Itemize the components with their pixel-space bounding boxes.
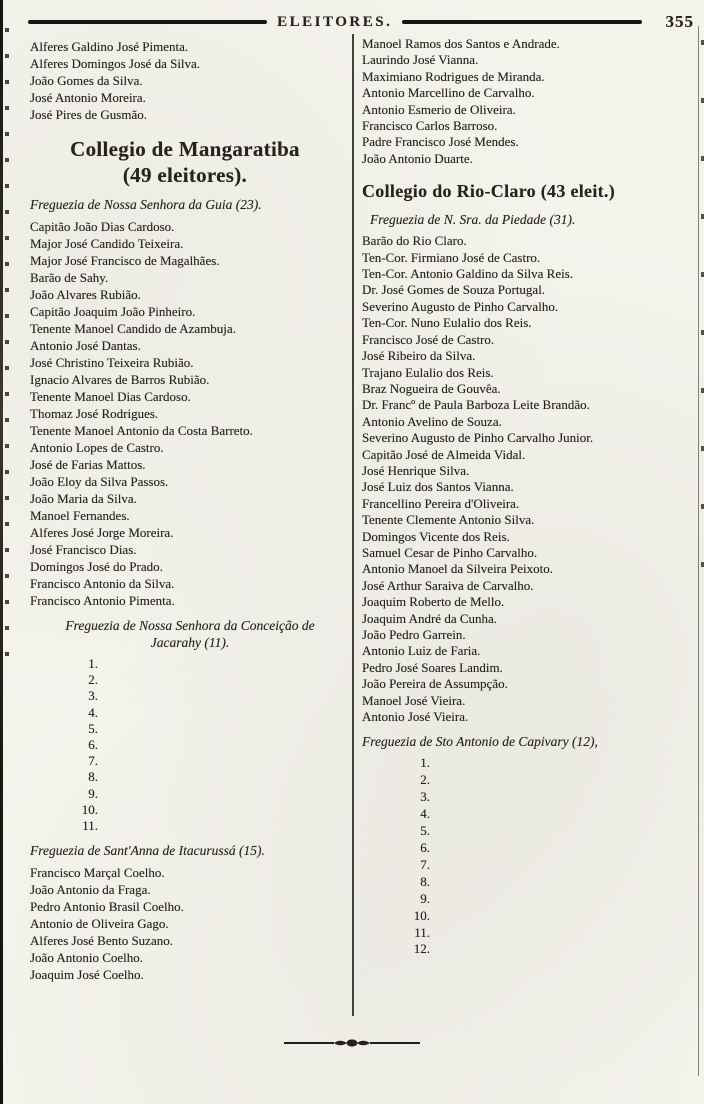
elector-name: Manoel José Vieira. <box>362 692 466 708</box>
elector-name: João Antonio Duarte. <box>362 150 473 166</box>
elector-name: Ten-Cor. Nuno Eulalio dos Reis. <box>362 315 532 331</box>
left-edge-tick-marks <box>5 28 9 668</box>
freguezia-title-guia: Freguezia de Nossa Senhora da Guia (23). <box>30 197 262 212</box>
right-column <box>362 36 696 958</box>
elector-number: 9. <box>88 785 98 801</box>
elector-name: Antonio Esmerio de Oliveira. <box>362 101 516 117</box>
elector-number: 10. <box>81 801 98 817</box>
jacarahy-number-list <box>42 656 350 834</box>
elector-name: Capitão João Dias Cardoso. <box>30 219 175 234</box>
elector-name: Ten-Cor. Firmiano José de Castro. <box>362 249 541 265</box>
elector-name: Severino Augusto de Pinho Carvalho. <box>362 298 559 314</box>
elector-name: Antonio José Dantas. <box>30 338 141 353</box>
elector-name: José Arthur Saraiva de Carvalho. <box>362 577 534 593</box>
elector-name: José Ribeiro da Silva. <box>362 348 476 364</box>
elector-name: Francisco José de Castro. <box>362 331 495 347</box>
elector-name: José Luiz dos Santos Vianna. <box>362 479 514 495</box>
freguezia-title-piedade: Freguezia de N. Sra. da Piedade (31). <box>370 212 576 228</box>
elector-name: Francisco Marçal Coelho. <box>30 865 165 881</box>
elector-number: 4. <box>420 806 430 822</box>
elector-name: Capitão Joaquim João Pinheiro. <box>30 304 196 319</box>
elector-name: Antonio de Oliveira Gago. <box>30 916 169 932</box>
left-binding-edge <box>0 0 3 1104</box>
elector-number: 8. <box>88 769 98 785</box>
freguezia-title-itacurussa: Freguezia de Sant'Anna de Itacurussá (15). <box>30 843 265 859</box>
right-edge-line <box>698 26 699 1076</box>
left-intro-name-list <box>30 38 350 123</box>
elector-name: Major José Francisco de Magalhães. <box>30 253 220 268</box>
elector-name: Manoel Ramos dos Santos e Andrade. <box>362 36 560 51</box>
elector-name: Ten-Cor. Antonio Galdino da Silva Reis. <box>362 266 574 282</box>
column-divider-rule <box>352 34 354 1016</box>
freguezia-title-jacarahy: Freguezia de Nossa Senhora da Conceição de Jacarahy (11). <box>65 618 315 650</box>
college-heading-rio-claro: Collegio do Rio-Claro (43 eleit.) <box>362 181 616 202</box>
elector-name: José Pires de Gusmão. <box>30 107 147 122</box>
elector-name: Pedro José Soares Landim. <box>362 659 503 675</box>
elector-name: Domingos José do Prado. <box>30 559 163 574</box>
elector-name: Severino Augusto de Pinho Carvalho Junior. <box>362 430 594 446</box>
elector-number: 5. <box>88 720 98 736</box>
elector-name: Tenente Clemente Antonio Silva. <box>362 512 535 528</box>
elector-number: 6. <box>88 737 98 753</box>
elector-number: 2. <box>88 672 98 688</box>
elector-name: João Gomes da Silva. <box>30 73 143 88</box>
right-intro-name-list <box>362 36 696 167</box>
header-rule-left <box>28 20 267 24</box>
elector-name: Antonio Lopes de Castro. <box>30 440 164 455</box>
header-rule-right <box>402 20 641 24</box>
elector-name: Joaquim Roberto de Mello. <box>362 594 505 610</box>
elector-name: João Antonio da Fraga. <box>30 882 151 898</box>
elector-name: Alferes José Bento Suzano. <box>30 933 173 949</box>
piedade-elector-list <box>362 233 696 725</box>
elector-name: Alferes Galdino José Pimenta. <box>30 39 189 54</box>
elector-number: 7. <box>88 753 98 769</box>
elector-name: Dr. Francº de Paula Barboza Leite Brandão. <box>362 397 590 413</box>
elector-number: 7. <box>420 856 430 872</box>
itacurussa-elector-list <box>30 864 350 983</box>
elector-name: Barão do Rio Claro. <box>362 233 467 249</box>
elector-name: Joaquim André da Cunha. <box>362 610 498 626</box>
elector-name: João Antonio Coelho. <box>30 950 144 966</box>
elector-name: Antonio Marcellino de Carvalho. <box>362 85 535 101</box>
elector-name: Domingos Vicente dos Reis. <box>362 528 510 544</box>
elector-name: Antonio Luiz de Faria. <box>362 643 481 659</box>
elector-number: 1. <box>420 755 430 771</box>
elector-number: 8. <box>420 873 430 889</box>
capivary-number-list <box>374 755 696 958</box>
elector-name: Joaquim José Coelho. <box>30 967 144 983</box>
divider-flourish-icon <box>282 1037 422 1049</box>
elector-name: Francisco Antonio Pimenta. <box>30 593 175 608</box>
elector-name: Major José Candido Teixeira. <box>30 236 184 251</box>
elector-name: João Pereira de Assumpção. <box>362 676 508 692</box>
elector-name: Samuel Cesar de Pinho Carvalho. <box>362 544 538 560</box>
elector-name: Francisco Antonio da Silva. <box>30 576 175 591</box>
elector-name: João Maria da Silva. <box>30 491 137 506</box>
elector-number: 9. <box>420 890 430 906</box>
running-head <box>18 12 694 32</box>
elector-name: João Pedro Garrein. <box>362 627 466 642</box>
elector-name: José Henrique Silva. <box>362 462 470 478</box>
elector-number: 3. <box>420 789 430 805</box>
elector-name: Maximiano Rodrigues de Miranda. <box>362 68 545 84</box>
elector-name: José Francisco Dias. <box>30 542 137 557</box>
elector-number: 1. <box>88 656 98 671</box>
elector-name: Antonio Manoel da Silveira Peixoto. <box>362 561 554 577</box>
elector-name: Barão de Sahy. <box>30 270 109 285</box>
elector-name: Alferes Domingos José da Silva. <box>30 56 201 71</box>
elector-number: 5. <box>420 823 430 839</box>
elector-number: 2. <box>420 772 430 788</box>
elector-name: Dr. José Gomes de Souza Portugal. <box>362 282 546 298</box>
elector-name: José Antonio Moreira. <box>30 90 146 105</box>
elector-name: João Alvares Rubião. <box>30 287 141 302</box>
elector-name: Manoel Fernandes. <box>30 508 130 523</box>
elector-name: Ignacio Alvares de Barros Rubião. <box>30 372 210 387</box>
elector-name: Antonio Avelino de Souza. <box>362 413 502 429</box>
elector-number: 3. <box>88 688 98 704</box>
elector-name: José de Farias Mattos. <box>30 457 146 472</box>
elector-name: Pedro Antonio Brasil Coelho. <box>30 899 184 915</box>
elector-number: 6. <box>420 839 430 855</box>
guia-elector-list <box>30 218 350 609</box>
end-ornament <box>282 1036 422 1054</box>
page-number: 355 <box>665 12 694 31</box>
elector-number: 10. <box>413 907 430 923</box>
elector-name: Padre Francisco José Mendes. <box>362 134 519 150</box>
elector-name: José Christino Teixeira Rubião. <box>30 355 194 370</box>
elector-name: Tenente Manoel Dias Cardoso. <box>30 389 191 404</box>
elector-name: Thomaz José Rodrigues. <box>30 406 159 421</box>
elector-name: Trajano Eulalio dos Reis. <box>362 364 494 380</box>
freguezia-title-capivary: Freguezia de Sto Antonio de Capivary (12), <box>362 734 598 750</box>
elector-name: Capitão José de Almeida Vidal. <box>362 446 526 462</box>
elector-name: Tenente Manoel Antonio da Costa Barreto. <box>30 423 253 438</box>
elector-name: Francisco Carlos Barroso. <box>362 118 498 134</box>
elector-number: 11. <box>82 818 98 834</box>
elector-name: Francellino Pereira d'Oliveira. <box>362 495 520 511</box>
college-heading-line1: Collegio de Mangaratiba <box>70 137 300 161</box>
elector-number: 11. <box>414 924 430 940</box>
elector-name: Antonio José Vieira. <box>362 709 469 725</box>
page-title: ELEITORES. <box>277 13 393 30</box>
left-column <box>30 38 350 983</box>
elector-name: Tenente Manoel Candido de Azambuja. <box>30 321 236 336</box>
college-heading-mangaratiba <box>30 136 340 188</box>
elector-name: Alferes José Jorge Moreira. <box>30 525 174 540</box>
elector-number: 12. <box>413 941 430 957</box>
elector-name: Braz Nogueira de Gouvêa. <box>362 380 501 396</box>
elector-number: 4. <box>88 704 98 720</box>
elector-name: João Eloy da Silva Passos. <box>30 474 169 489</box>
college-heading-line2: (49 eleitores). <box>122 163 248 187</box>
elector-name: Laurindo José Vianna. <box>362 52 479 68</box>
